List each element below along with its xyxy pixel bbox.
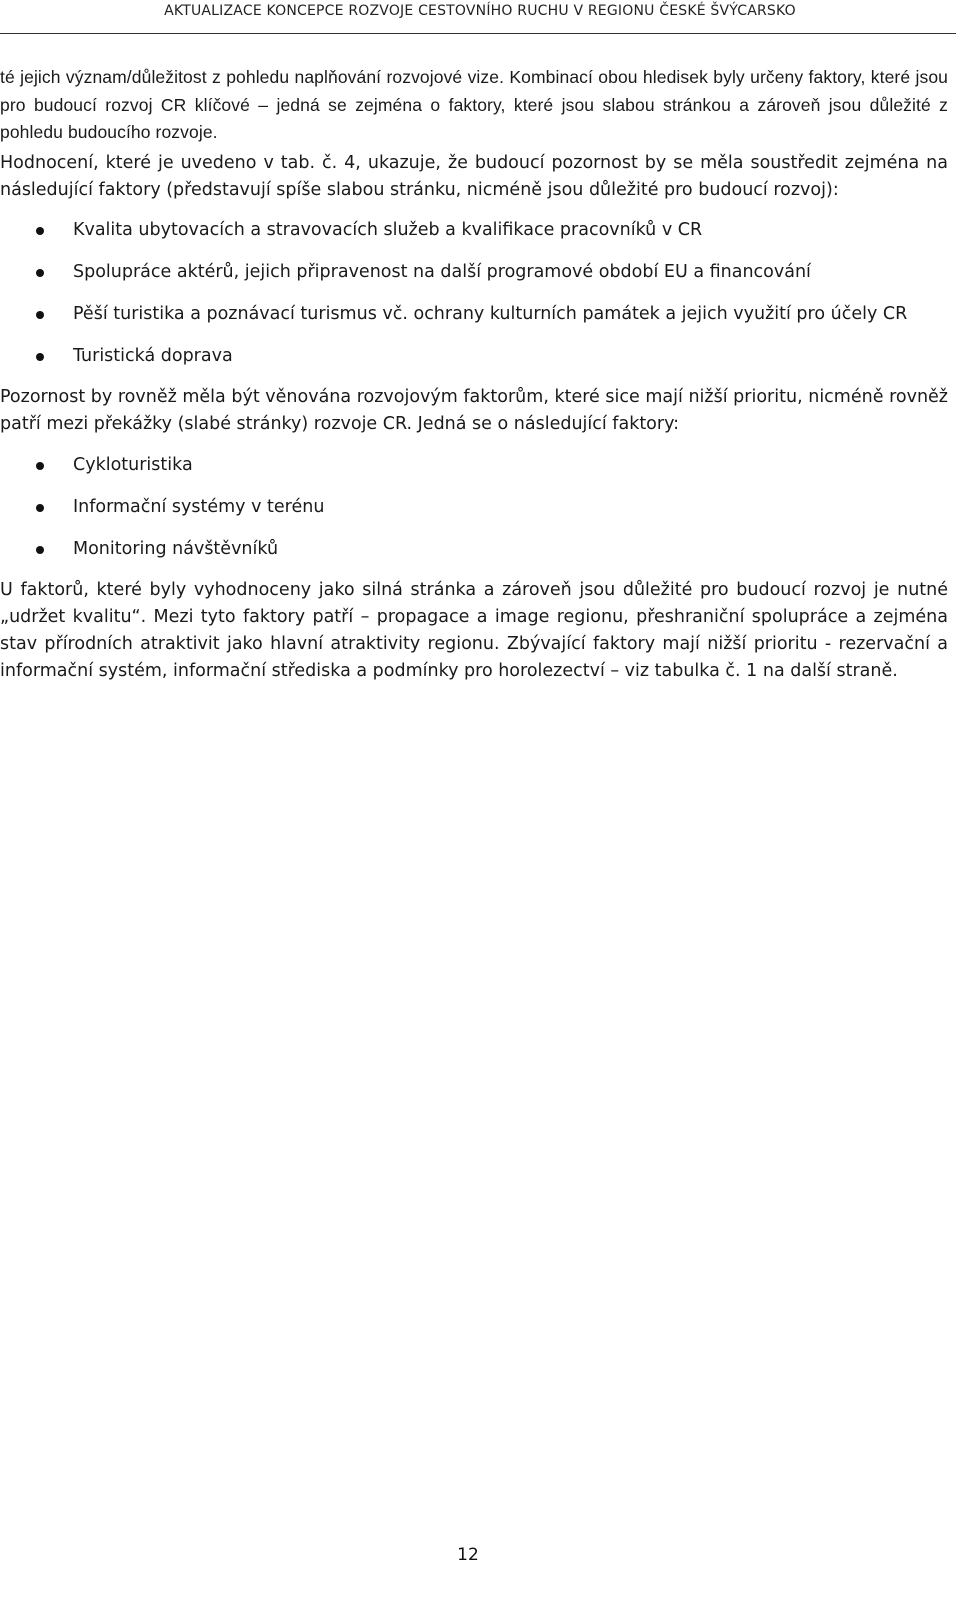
list-item-text: Spolupráce aktérů, jejich připravenost na další programové období EU a financování — [73, 261, 811, 282]
list-item-text: Pěší turistika a poznávací turismus vč. ochrany kulturních památek a jejich využití pro účely CR — [73, 303, 908, 324]
bullet-icon — [36, 353, 44, 361]
paragraph-strengths: U faktorů, které byly vyhodnoceny jako silná stránka a zároveň jsou důležité pro budoucí rozvoj je nutné „udržet kvalitu“. Mezi tyto faktory patří – propagace a image regionu, přeshraniční spolupráce a zejména stav přírodních atraktivit jako hlavní atraktivity regionu. Zbývající faktory mají nižší prioritu - rezervační a informační systém, informační střediska a podmínky pro horolezectví – viz tabulka č. 1 na další straně. — [0, 579, 948, 681]
running-header: AKTUALIZACE KONCEPCE ROZVOJE CESTOVNÍHO RUCHU V REGIONU ČESKÉ ŠVÝCARSKO — [164, 3, 796, 19]
list-item — [0, 536, 948, 563]
list-item — [0, 452, 948, 479]
bullet-icon — [36, 462, 44, 470]
bullet-icon — [36, 227, 44, 235]
bullet-icon — [36, 504, 44, 512]
bullet-icon — [36, 311, 44, 319]
list-item-text: Turistická doprava — [73, 345, 233, 366]
list-item — [0, 301, 948, 328]
list-item — [0, 494, 948, 521]
bullet-icon — [36, 269, 44, 277]
secondary-factors-list — [0, 452, 948, 563]
list-item-text: Kvalita ubytovacích a stravovacích služeb a kvalifikace pracovníků v CR — [73, 219, 703, 240]
paragraph-intro: té jejich význam/důležitost z pohledu naplňování rozvojové vize. Kombinací obou hledisek byly určeny faktory, které jsou pro budoucí rozvoj CR klíčové – jedná se zejména o faktory, které jsou slabou stránkou a zároveň jsou důležité z pohledu budoucího rozvoje. — [0, 67, 948, 142]
page-number: 12 — [457, 1545, 479, 1565]
page-body — [0, 64, 948, 685]
header-divider — [0, 33, 956, 34]
list-item-text: Monitoring návštěvníků — [73, 538, 279, 559]
list-item-text: Cykloturistika — [73, 454, 193, 475]
list-item — [0, 343, 948, 370]
paragraph-secondary: Pozornost by rovněž měla být věnována rozvojovým faktorům, které sice mají nižší prioritu, nicméně rovněž patří mezi překážky (slabé stránky) rozvoje CR. Jedná se o následující faktory: — [0, 386, 948, 434]
list-item-text: Informační systémy v terénu — [73, 496, 325, 517]
list-item — [0, 217, 948, 244]
bullet-icon — [36, 546, 44, 554]
paragraph-evaluation: Hodnocení, které je uvedeno v tab. č. 4, ukazuje, že budoucí pozornost by se měla soustředit zejména na následující faktory (představují spíše slabou stránku, nicméně jsou důležité pro budoucí rozvoj): — [0, 152, 948, 200]
priority-factors-list — [0, 217, 948, 370]
list-item — [0, 259, 948, 286]
